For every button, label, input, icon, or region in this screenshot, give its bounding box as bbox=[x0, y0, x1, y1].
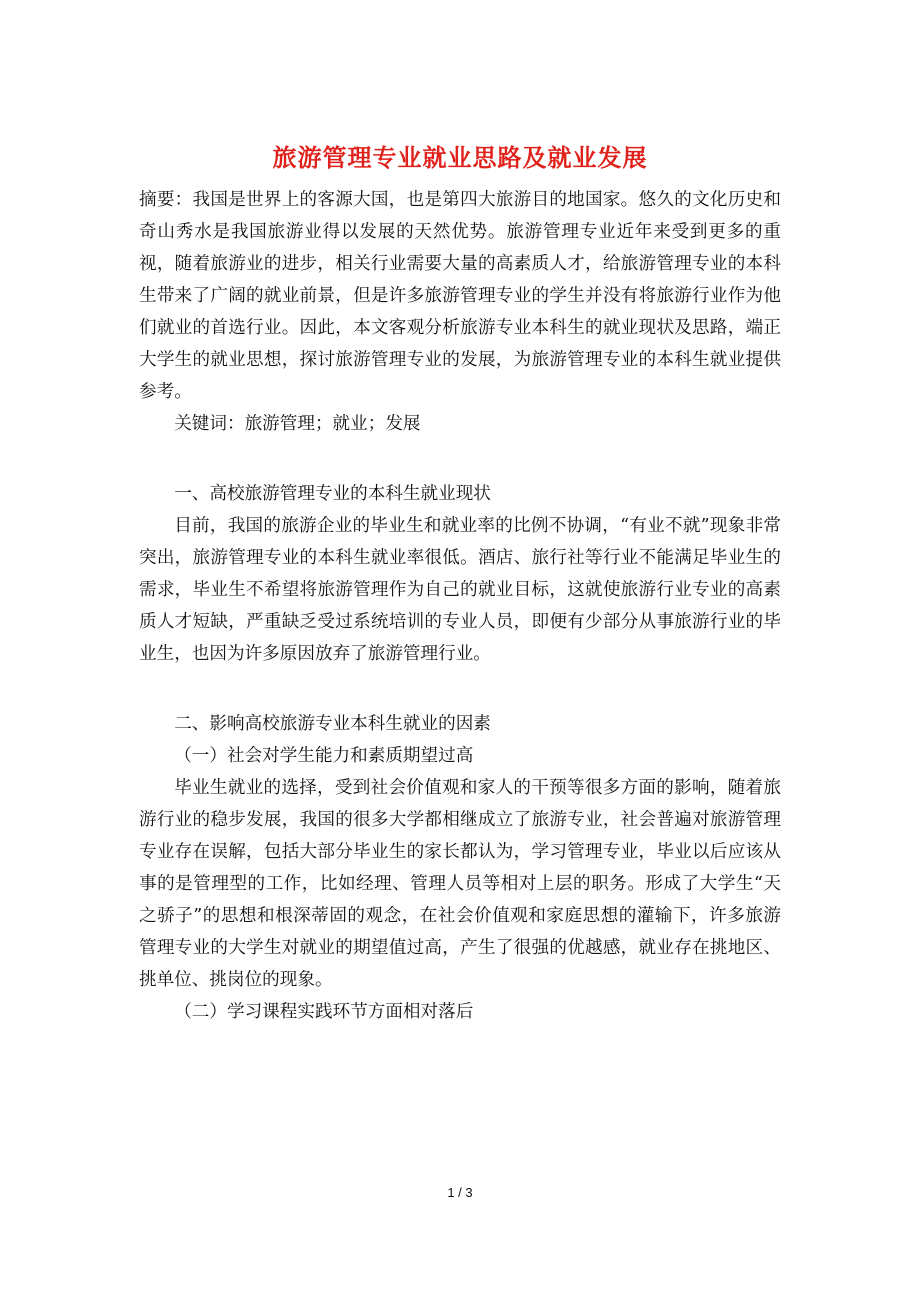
section-2-heading: 二、影响高校旅游专业本科生就业的因素 bbox=[174, 714, 491, 734]
abstract-paragraph: 摘要：我国是世界上的客源大国，也是第四大旅游目的地国家。悠久的文化历史和奇山秀水是我国旅游业得以发展的天然优势。旅游管理专业近年来受到更多的重视，随着旅游业的进步，相关行业需要大量的高素质人才，给旅游管理专业的本科生带来了广阔的就业前景，但是许多旅游管理专业的学生并没有将旅游行业作为他们就业的首选行业。因此，本文客观分析旅游专业本科生的就业现状及思路，端正大学生的就业思想，探讨旅游管理专业的发展，为旅游管理专业的本科生就业提供参考。 bbox=[139, 190, 781, 402]
page-number: 1 / 3 bbox=[447, 1185, 473, 1200]
document-title: 旅游管理专业就业思路及就业发展 bbox=[272, 143, 648, 172]
section-1-paragraph: 目前，我国的旅游企业的毕业生和就业率的比例不协调，“有业不就”现象非常突出，旅游管理专业的本科生就业率很低。酒店、旅行社等行业不能满足毕业生的需求，毕业生不希望将旅游管理作为自己的就业目标，这就使旅游行业专业的高素质人才短缺，严重缺乏受过系统培训的专业人员，即便有少部分从事旅游行业的毕业生，也因为许多原因放弃了旅游管理行业。 bbox=[139, 516, 781, 664]
section-2-paragraph: 毕业生就业的选择，受到社会价值观和家人的干预等很多方面的影响，随着旅游行业的稳步发展，我国的很多大学都相继成立了旅游专业，社会普遍对旅游管理专业存在误解，包括大部分毕业生的家长都认为，学习管理专业，毕业以后应该从事的是管理型的工作，比如经理、管理人员等相对上层的职务。形成了大学生“天之骄子”的思想和根深蒂固的观念，在社会价值观和家庭思想的灌输下，许多旅游管理专业的大学生对就业的期望值过高，产生了很强的优越感，就业存在挑地区、挑单位、挑岗位的现象。 bbox=[139, 778, 781, 990]
keywords-line: 关键词：旅游管理；就业；发展 bbox=[174, 414, 421, 434]
document-body bbox=[139, 184, 781, 1028]
section-2-subheading-2: （二）学习课程实践环节方面相对落后 bbox=[174, 1002, 474, 1022]
section-2-subheading-1: （一）社会对学生能力和素质期望过高 bbox=[174, 746, 474, 766]
section-1-heading: 一、高校旅游管理专业的本科生就业现状 bbox=[174, 484, 491, 504]
